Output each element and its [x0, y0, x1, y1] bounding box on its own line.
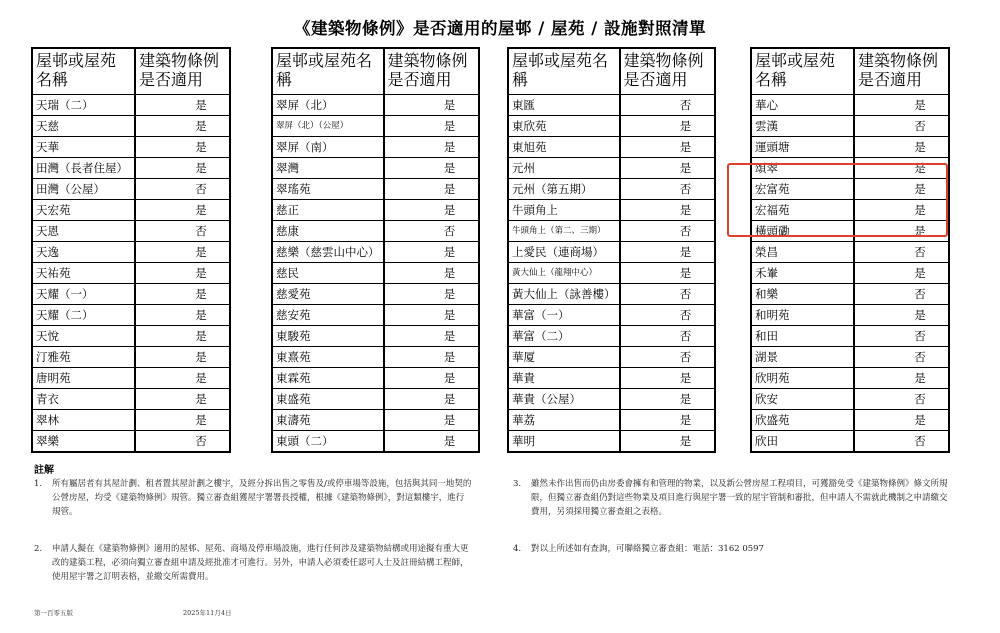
estate-name: 和田	[751, 326, 854, 347]
estate-name: 天瑞（二）	[32, 95, 135, 116]
applies-value: 是	[854, 263, 949, 284]
estate-name: 牛頭角上（第二、三期）	[508, 221, 620, 242]
note-text: 雖然未作出售而仍由房委會擁有和管理的物業，以及新公營房屋工程項目，可獲豁免受《建築物條例》條文所規限，但獨立審查組仍對這些物業及項目進行與屋宇署一致的屋宇管制和審批，但申請人不需就此機制之申請繳交費用，另須採用獨立審查組之表格。	[531, 479, 948, 517]
table-row	[508, 116, 715, 137]
column-header-applies: 建築物條例是否適用	[135, 48, 230, 95]
applies-value: 是	[135, 284, 230, 305]
table-row	[508, 242, 715, 263]
applies-value: 否	[620, 347, 715, 368]
applies-value: 是	[135, 368, 230, 389]
applies-value: 否	[135, 431, 230, 453]
estate-name: 欣盛苑	[751, 410, 854, 431]
note-number: 2.	[34, 544, 43, 554]
estate-name: 天恩	[32, 221, 135, 242]
table-row	[32, 410, 230, 431]
applies-value: 是	[384, 242, 479, 263]
highlight-box	[727, 163, 948, 237]
estate-name: 慈樂（慈雲山中心）	[272, 242, 384, 263]
table-row	[508, 326, 715, 347]
facility-table-4	[750, 47, 950, 453]
estate-name: 雲漢	[751, 116, 854, 137]
table-row	[751, 284, 949, 305]
table-row	[751, 410, 949, 431]
estate-name: 慈愛苑	[272, 284, 384, 305]
applies-value: 是	[384, 305, 479, 326]
table-row	[751, 347, 949, 368]
estate-name: 東盛苑	[272, 389, 384, 410]
table-row	[272, 263, 479, 284]
column-header-name: 屋邨或屋苑名稱	[751, 48, 854, 95]
table-row	[32, 326, 230, 347]
applies-value: 否	[620, 284, 715, 305]
footer-date: 2025年11月4日	[183, 609, 232, 617]
table-row	[751, 389, 949, 410]
applies-value: 否	[854, 116, 949, 137]
table-row	[508, 431, 715, 453]
table-row	[32, 158, 230, 179]
estate-name: 東匯	[508, 95, 620, 116]
table-row	[32, 95, 230, 116]
applies-value: 是	[384, 368, 479, 389]
note-number: 4.	[513, 544, 522, 554]
table-row	[32, 179, 230, 200]
applies-value: 是	[135, 389, 230, 410]
applies-value: 是	[135, 263, 230, 284]
table-row	[751, 305, 949, 326]
estate-name: 天華	[32, 137, 135, 158]
estate-name: 東濤苑	[272, 410, 384, 431]
table-row	[508, 410, 715, 431]
table-row	[272, 326, 479, 347]
table-row	[32, 137, 230, 158]
estate-name: 榮昌	[751, 242, 854, 263]
table-row	[272, 116, 479, 137]
applies-value: 否	[620, 179, 715, 200]
applies-value: 否	[135, 221, 230, 242]
applies-value: 是	[384, 95, 479, 116]
estate-name: 欣安	[751, 389, 854, 410]
applies-value: 是	[854, 305, 949, 326]
table-row	[751, 263, 949, 284]
table-row	[272, 95, 479, 116]
table-row	[751, 95, 949, 116]
table-row	[508, 263, 715, 284]
applies-value: 是	[135, 305, 230, 326]
table-row	[272, 410, 479, 431]
applies-value: 是	[620, 431, 715, 453]
applies-value: 是	[384, 179, 479, 200]
table-row	[751, 431, 949, 453]
applies-value: 是	[854, 410, 949, 431]
applies-value: 是	[135, 116, 230, 137]
estate-name: 東熹苑	[272, 347, 384, 368]
table-header-row	[272, 48, 479, 95]
estate-name: 東霖苑	[272, 368, 384, 389]
estate-name: 天耀（二）	[32, 305, 135, 326]
table-row	[272, 305, 479, 326]
estate-name: 田灣（公屋）	[32, 179, 135, 200]
table-row	[272, 200, 479, 221]
applies-value: 是	[384, 137, 479, 158]
note-2	[34, 542, 472, 584]
table-row	[508, 305, 715, 326]
applies-value: 否	[854, 347, 949, 368]
applies-value: 是	[854, 368, 949, 389]
applies-value: 是	[620, 116, 715, 137]
applies-value: 是	[384, 284, 479, 305]
estate-name: 黃大仙上（詠善樓）	[508, 284, 620, 305]
applies-value: 是	[135, 137, 230, 158]
estate-name: 華富（二）	[508, 326, 620, 347]
estate-name: 元州（第五期）	[508, 179, 620, 200]
estate-name: 頌翠	[751, 158, 854, 179]
estate-name: 欣明苑	[751, 368, 854, 389]
note-text: 所有屬居者有其屋計劃、租者置其屋計劃之樓宇，及經分拆出售之零售及/或停車場等設施，包括與其同一地契的公營房屋，均受《建築物條例》規管。獨立審查組獲屋宇署署長授權，根據《建築物條例》，對這類樓宇，進行規管。	[52, 479, 472, 517]
estate-name: 華心	[751, 95, 854, 116]
note-number: 3.	[513, 479, 522, 489]
estate-name: 翠屏（北）	[272, 95, 384, 116]
table-row	[32, 221, 230, 242]
estate-name: 欣田	[751, 431, 854, 453]
table-row	[751, 137, 949, 158]
notes-title: 註解	[34, 465, 54, 476]
applies-value: 否	[620, 95, 715, 116]
table-row	[32, 116, 230, 137]
applies-value: 是	[384, 347, 479, 368]
facility-table-1	[31, 47, 231, 453]
estate-name: 元州	[508, 158, 620, 179]
table-row	[272, 242, 479, 263]
column-header-name: 屋邨或屋苑名稱	[272, 48, 384, 95]
applies-value: 是	[854, 95, 949, 116]
table-row	[32, 368, 230, 389]
table-row	[272, 158, 479, 179]
applies-value: 是	[384, 263, 479, 284]
table-row	[272, 368, 479, 389]
table-row	[32, 431, 230, 453]
estate-name: 華富（一）	[508, 305, 620, 326]
applies-value: 否	[384, 221, 479, 242]
estate-name: 汀雅苑	[32, 347, 135, 368]
table-row	[272, 137, 479, 158]
table-row	[751, 116, 949, 137]
applies-value: 是	[135, 200, 230, 221]
applies-value: 否	[620, 221, 715, 242]
table-header-row	[508, 48, 715, 95]
applies-value: 是	[854, 200, 949, 221]
table-header-row	[32, 48, 230, 95]
table-row	[508, 200, 715, 221]
estate-name: 華明	[508, 431, 620, 453]
applies-value: 是	[620, 263, 715, 284]
estate-name: 東欣苑	[508, 116, 620, 137]
applies-value: 是	[135, 158, 230, 179]
table-row	[272, 347, 479, 368]
estate-name: 翠屏（北）（公屋）	[272, 116, 384, 137]
estate-name: 橫頭磡	[751, 221, 854, 242]
estate-name: 華貴	[508, 368, 620, 389]
applies-value: 是	[384, 116, 479, 137]
table-row	[508, 347, 715, 368]
estate-name: 東旭苑	[508, 137, 620, 158]
applies-value: 否	[135, 179, 230, 200]
applies-value: 是	[620, 242, 715, 263]
applies-value: 是	[384, 410, 479, 431]
applies-value: 是	[620, 200, 715, 221]
applies-value: 是	[854, 137, 949, 158]
applies-value: 是	[620, 410, 715, 431]
note-text: 申請人擬在《建築物條例》適用的屋邨、屋苑、商場及停車場設施，進行任何涉及建築物結構或用途擬有重大更改的建築工程，必須向獨立審查組申請及經批准才可進行。另外，申請人必須委任認可人士及註冊結構工程師，使用屋宇署之訂明表格，並繳交所需費用。	[52, 544, 469, 582]
applies-value: 是	[135, 410, 230, 431]
estate-name: 翠灣	[272, 158, 384, 179]
estate-name: 天祐苑	[32, 263, 135, 284]
estate-name: 慈安苑	[272, 305, 384, 326]
estate-name: 和明苑	[751, 305, 854, 326]
applies-value: 否	[620, 305, 715, 326]
estate-name: 上愛民（連商場）	[508, 242, 620, 263]
table-row	[272, 221, 479, 242]
applies-value: 是	[384, 158, 479, 179]
applies-value: 否	[620, 326, 715, 347]
table-row	[32, 200, 230, 221]
estate-name: 天慈	[32, 116, 135, 137]
estate-name: 和樂	[751, 284, 854, 305]
table-row	[751, 242, 949, 263]
table-row	[508, 179, 715, 200]
estate-name: 華厦	[508, 347, 620, 368]
estate-name: 運頭塘	[751, 137, 854, 158]
table-row	[508, 137, 715, 158]
estate-name: 田灣（長者住屋）	[32, 158, 135, 179]
table-row	[751, 326, 949, 347]
table-header-row	[751, 48, 949, 95]
footer-edition: 第一百零五版	[34, 609, 73, 617]
estate-name: 黃大仙上（龍翔中心）	[508, 263, 620, 284]
table-row	[32, 389, 230, 410]
note-3	[513, 477, 953, 519]
applies-value: 是	[135, 326, 230, 347]
estate-name: 翠屏（南）	[272, 137, 384, 158]
note-1	[34, 477, 472, 519]
estate-name: 翠林	[32, 410, 135, 431]
applies-value: 否	[854, 242, 949, 263]
estate-name: 華荔	[508, 410, 620, 431]
estate-name: 禾輋	[751, 263, 854, 284]
applies-value: 是	[135, 242, 230, 263]
applies-value: 是	[384, 200, 479, 221]
estate-name: 天逸	[32, 242, 135, 263]
column-header-name: 屋邨或屋苑名稱	[508, 48, 620, 95]
applies-value: 是	[620, 389, 715, 410]
table-row	[272, 431, 479, 453]
applies-value: 是	[620, 368, 715, 389]
applies-value: 是	[135, 347, 230, 368]
estate-name: 慈民	[272, 263, 384, 284]
facility-table-3	[507, 47, 716, 453]
applies-value: 是	[135, 95, 230, 116]
facility-table-2	[271, 47, 480, 453]
estate-name: 宏福苑	[751, 200, 854, 221]
applies-value: 否	[854, 431, 949, 453]
table-row	[508, 158, 715, 179]
page-title: 《建築物條例》是否適用的屋邨 / 屋苑 / 設施對照清單	[293, 19, 707, 38]
estate-name: 天宏苑	[32, 200, 135, 221]
applies-value: 是	[620, 137, 715, 158]
estate-name: 湖景	[751, 347, 854, 368]
estate-name: 宏富苑	[751, 179, 854, 200]
column-header-applies: 建築物條例是否適用	[384, 48, 479, 95]
estate-name: 東駿苑	[272, 326, 384, 347]
estate-name: 天耀（一）	[32, 284, 135, 305]
table-row	[508, 221, 715, 242]
estate-name: 慈正	[272, 200, 384, 221]
note-text: 對以上所述如有查詢，可聯絡獨立審查組：電話：3162 0597	[531, 544, 764, 554]
estate-name: 東頭（二）	[272, 431, 384, 453]
table-row	[32, 347, 230, 368]
column-header-name: 屋邨或屋苑名稱	[32, 48, 135, 95]
applies-value: 是	[854, 158, 949, 179]
applies-value: 否	[854, 284, 949, 305]
applies-value: 是	[854, 179, 949, 200]
table-row	[32, 284, 230, 305]
estate-name: 華貴（公屋）	[508, 389, 620, 410]
estate-name: 唐明苑	[32, 368, 135, 389]
table-row	[508, 95, 715, 116]
estate-name: 翠樂	[32, 431, 135, 453]
table-row	[508, 389, 715, 410]
applies-value: 否	[854, 389, 949, 410]
estate-name: 青衣	[32, 389, 135, 410]
note-number: 1.	[34, 479, 43, 489]
applies-value: 是	[620, 158, 715, 179]
applies-value: 否	[854, 326, 949, 347]
estate-name: 天悅	[32, 326, 135, 347]
table-row	[32, 263, 230, 284]
table-row	[508, 284, 715, 305]
table-row	[751, 368, 949, 389]
table-row	[272, 179, 479, 200]
column-header-applies: 建築物條例是否適用	[620, 48, 715, 95]
table-row	[272, 284, 479, 305]
table-row	[508, 368, 715, 389]
applies-value: 是	[384, 431, 479, 453]
column-header-applies: 建築物條例是否適用	[854, 48, 949, 95]
table-row	[272, 389, 479, 410]
note-4	[513, 542, 813, 556]
estate-name: 翠瑤苑	[272, 179, 384, 200]
applies-value: 是	[384, 389, 479, 410]
applies-value: 是	[854, 221, 949, 242]
estate-name: 牛頭角上	[508, 200, 620, 221]
estate-name: 慈康	[272, 221, 384, 242]
table-row	[32, 242, 230, 263]
table-row	[32, 305, 230, 326]
applies-value: 是	[384, 326, 479, 347]
